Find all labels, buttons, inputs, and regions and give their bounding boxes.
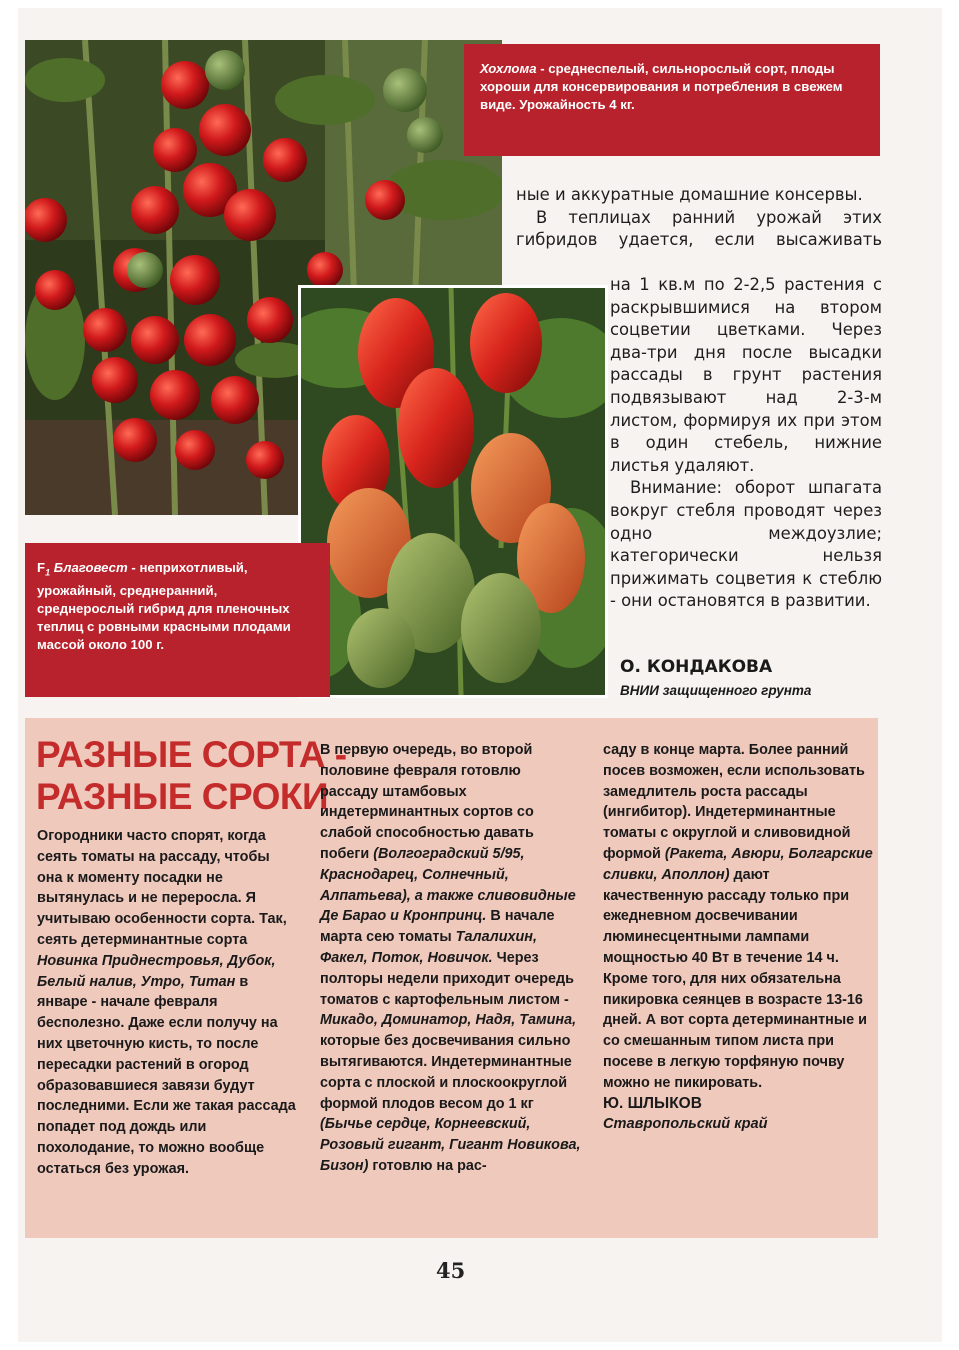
plum-tomatoes-photo bbox=[298, 285, 608, 698]
article-author: О. КОНДАКОВА bbox=[620, 657, 773, 677]
column-text: дают качественную рассаду только при ежедневном досвечивании люминесцентными лампами мощностью 40 Вт в течение 14 ч. Кроме того, для них обязательна пикировка сеянцев в возрасте 13-16 дней. А вот сорта детерминантные и со смешанным типом листа при посеве в легкую торфяную почву можно не пикировать. bbox=[603, 866, 867, 1091]
sidebar-column-3 bbox=[603, 740, 873, 1135]
variety-list: (Бычье сердце, Корнеевский, Розовый гигант, Гигант Новикова, Бизон) bbox=[320, 1116, 581, 1174]
article-text-lower bbox=[610, 274, 882, 613]
caption-text: - неприхотливый, урожайный, среднеранний, среднерослый гибрид для пленочных теплиц с ровными красными плодами массой около 100 г. bbox=[37, 560, 291, 652]
variety-list: Новинка Приднестровья, Дубок, Белый налив, Утро, Титан bbox=[37, 952, 276, 990]
sidebar-column-1 bbox=[37, 826, 299, 1180]
column-text: которые без досвечивания сильно вытягиваются. Индетерминантные сорта с плоской и плоскоокруглой формой плодов весом до 1 кг bbox=[320, 1033, 572, 1112]
variety-list: (Волгоградский 5/95, Краснодарец, Солнечный, Алпатьева), а также сливовидные Де Барао и Кронпринц. bbox=[320, 845, 576, 925]
column-text: В первую очередь, во второй половине февраля готовлю рассаду штамбовых индетерминантных сортов со слабой способностью давать побеги bbox=[320, 742, 534, 862]
variety-list: (Ракета, Авюри, Болгарские сливки, Аполлон) bbox=[603, 845, 873, 883]
sidebar-author: Ю. ШЛЫКОВ bbox=[603, 1094, 702, 1112]
article-paragraph: В теплицах ранний урожай этих гибридов удается, если высаживать bbox=[516, 207, 882, 250]
column-text: в январе - начале февраля бесполезно. Даже если получу на них цветочную кисть, то после пересадки растений в огород образовавшиеся завязи будут последними. Если же такая рассада попадет под дождь или похолодание, то можно вообще остаться без урожая. bbox=[37, 973, 296, 1177]
variety-list: Микадо, Доминатор, Надя, Тамина, bbox=[320, 1012, 577, 1029]
column-text: В начале марта сею томаты bbox=[320, 908, 555, 946]
sidebar-headline bbox=[36, 734, 347, 818]
headline-line: РАЗНЫЕ СОРТА - bbox=[36, 734, 347, 775]
column-text: Огородники часто спорят, когда сеять томаты на рассаду, чтобы она к моменту посадки не вытянулась и не переросла. Я учитываю особенности сорта. Так, сеять детерминантные сорта bbox=[37, 828, 287, 948]
article-paragraph: ные и аккуратные домашние консервы. bbox=[516, 185, 863, 204]
variety-name: Благовест bbox=[53, 560, 128, 575]
article-institution: ВНИИ защищенного грунта bbox=[620, 683, 812, 698]
caption-text: - среднеспелый, сильнорослый сорт, плоды хороши для консервирования и потребления в свежем виде. Урожайность 4 кг. bbox=[480, 61, 843, 112]
sidebar-column-2 bbox=[320, 740, 582, 1177]
column-text: Через полторы недели приходит очередь томатов с картофельным листом - bbox=[320, 949, 574, 1008]
sidebar-region: Ставропольский край bbox=[603, 1116, 768, 1133]
blagovest-caption bbox=[25, 543, 330, 697]
khokhloma-caption bbox=[464, 44, 880, 156]
hybrid-subscript: 1 bbox=[45, 567, 51, 578]
page-number: 45 bbox=[436, 1258, 466, 1283]
variety-list: Талалихин, Факел, Поток, Новичок. bbox=[320, 929, 537, 966]
column-text: саду в конце марта. Более ранний посев возможен, если использовать замедлитель роста рассады (ингибитор). Индетерминантные томаты с округлой и сливовидной формой bbox=[603, 742, 865, 862]
article-paragraph: на 1 кв.м по 2-2,5 растения с раскрывшимися на втором соцветии цветками. Через два-три дня после высадки рассады в грунт растения подвязывают над 2-3-м листом, формируя их при этом в один стебель, нижние листья удаляют. bbox=[610, 275, 882, 475]
hybrid-prefix: F bbox=[37, 560, 46, 575]
column-text: готовлю на рас- bbox=[368, 1157, 487, 1174]
article-paragraph: Внимание: оборот шпагата вокруг стебля проводят через одно междоузлие; категорически нельзя прижимать соцветия к стеблю - они остановятся в развитии. bbox=[610, 478, 882, 611]
variety-name: Хохлома bbox=[480, 61, 537, 76]
headline-line: РАЗНЫЕ СРОКИ bbox=[36, 776, 329, 817]
article-text-upper bbox=[516, 184, 882, 252]
